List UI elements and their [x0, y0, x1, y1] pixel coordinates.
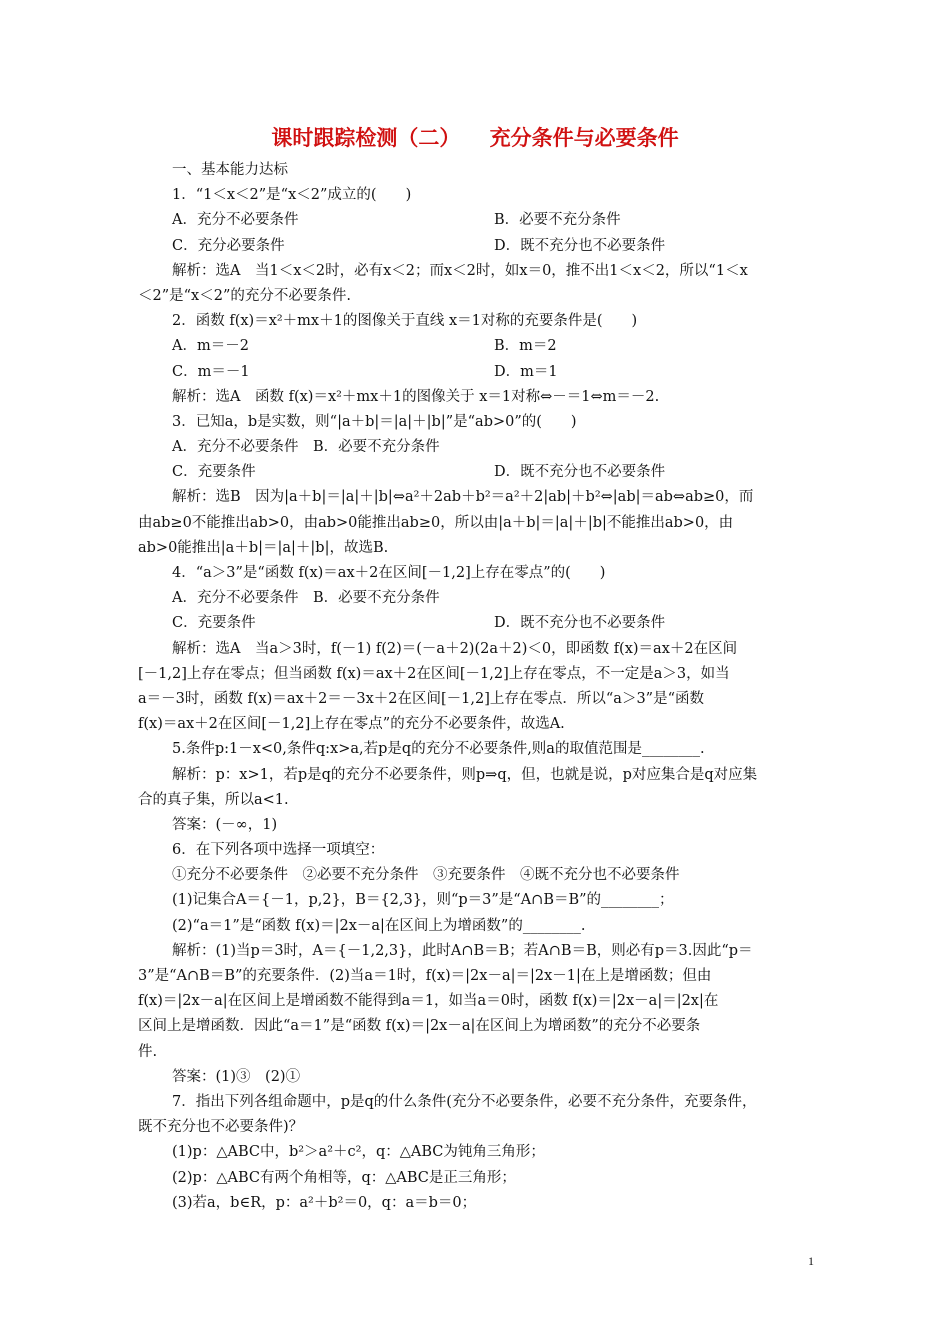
option-item: A．充分不必要条件 [172, 212, 299, 229]
option-item: A．m＝－2 [172, 338, 249, 355]
text-line: A．充分不必要条件 B．必要不充分条件 [172, 439, 440, 456]
option-row [138, 234, 816, 259]
option-item: B．m＝2 [494, 338, 557, 355]
text-line: (1)p：△ABC中，b²＞a²＋c²，q：△ABC为钝角三角形； [172, 1144, 545, 1161]
text-line: 1．“1＜x＜2”是“x＜2”成立的( ) [172, 187, 412, 204]
text-line: 由ab≥0不能推出ab>0，由ab>0能推出ab≥0，所以由|a＋b|＝|a|＋|b|不能推出ab>0，由 [138, 514, 734, 531]
text-line: 6．在下列各项中选择一项填空： [172, 842, 385, 859]
text-line: ＜2”是“x＜2”的充分不必要条件. [138, 287, 351, 304]
text-line: (2)“a＝1”是“函数 f(x)＝|2x－a|在区间上为增函数”的________. [172, 917, 586, 934]
text-line: 区间上是增函数．因此“a＝1”是“函数 f(x)＝|2x－a|在区间上为增函数”的充分不必要条 [138, 1018, 701, 1035]
option-item: D．既不充分也不必要条件 [494, 237, 666, 254]
option-row [138, 360, 816, 385]
text-line: 答案：(1)③ (2)① [172, 1068, 301, 1085]
option-item: C．m＝－1 [172, 363, 250, 380]
text-line: (1)记集合A＝{－1，p,2}，B＝{2,3}，则“p＝3”是“A∩B＝B”的________； [172, 892, 674, 909]
text-line: 解析：选A 函数 f(x)＝x²＋mx＋1的图像关于 x＝1对称⇔－＝1⇔m＝－2. [172, 388, 660, 405]
text-line: (3)若a，b∈R，p：a²＋b²＝0，q：a＝b＝0； [172, 1194, 477, 1211]
text-line: 既不充分也不必要条件)？ [138, 1119, 304, 1136]
document-body [138, 158, 816, 1216]
text-line: 答案：(－∞，1) [172, 816, 278, 833]
text-line: f(x)＝|2x－a|在区间上是增函数不能得到a＝1，如当a＝0时，函数 f(x)＝|2x－a|＝|2x|在 [138, 993, 719, 1010]
text-line: 3．已知a，b是实数，则“|a＋b|＝|a|＋|b|”是“ab>0”的( ) [172, 413, 577, 430]
option-item: D．既不充分也不必要条件 [494, 615, 666, 632]
text-line: 7．指出下列各组命题中，p是q的什么条件(充分不必要条件，必要不充分条件，充要条件， [172, 1093, 757, 1110]
text-line: 解析：p：x>1，若p是q的充分不必要条件，则p⇒q，但，也就是说，p对应集合是q对应集 [172, 766, 758, 783]
option-item: C．充分必要条件 [172, 237, 285, 254]
text-line: ab>0能推出|a＋b|＝|a|＋|b|，故选B. [138, 539, 389, 556]
text-line: ①充分不必要条件 ②必要不充分条件 ③充要条件 ④既不充分也不必要条件 [172, 867, 680, 884]
text-line: [－1,2]上存在零点；但当函数 f(x)＝ax＋2在区间[－1,2]上存在零点，不一定是a＞3，如当 [138, 665, 730, 682]
page-number: 1 [808, 1254, 814, 1268]
option-row [138, 460, 816, 485]
option-item: D．m＝1 [494, 363, 558, 380]
text-line: 2．函数 f(x)＝x²＋mx＋1的图像关于直线 x＝1对称的充要条件是( ) [172, 313, 638, 330]
text-line: (2)p：△ABC有两个角相等，q：△ABC是正三角形； [172, 1169, 516, 1186]
text-line: a＝－3时，函数 f(x)＝ax＋2＝－3x＋2在区间[－1,2]上存在零点．所以“a＞3”是“函数 [138, 690, 704, 707]
text-line: f(x)＝ax＋2在区间[－1,2]上存在零点”的充分不必要条件，故选A. [138, 716, 565, 733]
option-item: C．充要条件 [172, 464, 256, 481]
text-line: A．充分不必要条件 B．必要不充分条件 [172, 590, 440, 607]
text-line: 合的真子集，所以a<1. [138, 791, 289, 808]
option-row [138, 334, 816, 359]
text-line: 件. [138, 1043, 158, 1060]
text-line: 一、基本能力达标 [172, 162, 288, 178]
text-line: 解析：选B 因为|a＋b|＝|a|＋|b|⇔a²＋2ab＋b²＝a²＋2|ab|＋b²⇔|ab|＝ab⇔ab≥0，而 [172, 489, 754, 506]
text-line: 4．“a＞3”是“函数 f(x)＝ax＋2在区间[－1,2]上存在零点”的( ) [172, 565, 606, 581]
option-row [138, 208, 816, 233]
option-item: D．既不充分也不必要条件 [494, 464, 666, 481]
option-item: C．充要条件 [172, 615, 256, 632]
text-line: 解析：选A 当a＞3时，f(－1) f(2)＝(－a＋2)(2a＋2)＜0，即函数 f(x)＝ax＋2在区间 [172, 640, 738, 657]
text-line: 解析：(1)当p＝3时，A＝{－1,2,3}，此时A∩B＝B；若A∩B＝B，则必有p＝3.因此“p＝ [172, 942, 753, 959]
option-item: B．必要不充分条件 [494, 212, 621, 229]
page-title: 课时跟踪检测（二） 充分条件与必要条件 [271, 126, 679, 150]
text-line: 解析：选A 当1＜x＜2时，必有x＜2；而x＜2时，如x＝0，推不出1＜x＜2，所以“1＜x [172, 262, 748, 279]
text-line: 5.条件p:1－x<0,条件q:x>a,若p是q的充分不必要条件,则a的取值范围是________. [172, 741, 705, 758]
option-row [138, 611, 816, 636]
text-line: 3”是“A∩B＝B”的充要条件．(2)当a＝1时，f(x)＝|2x－a|＝|2x－1|在上是增函数；但由 [138, 968, 712, 984]
